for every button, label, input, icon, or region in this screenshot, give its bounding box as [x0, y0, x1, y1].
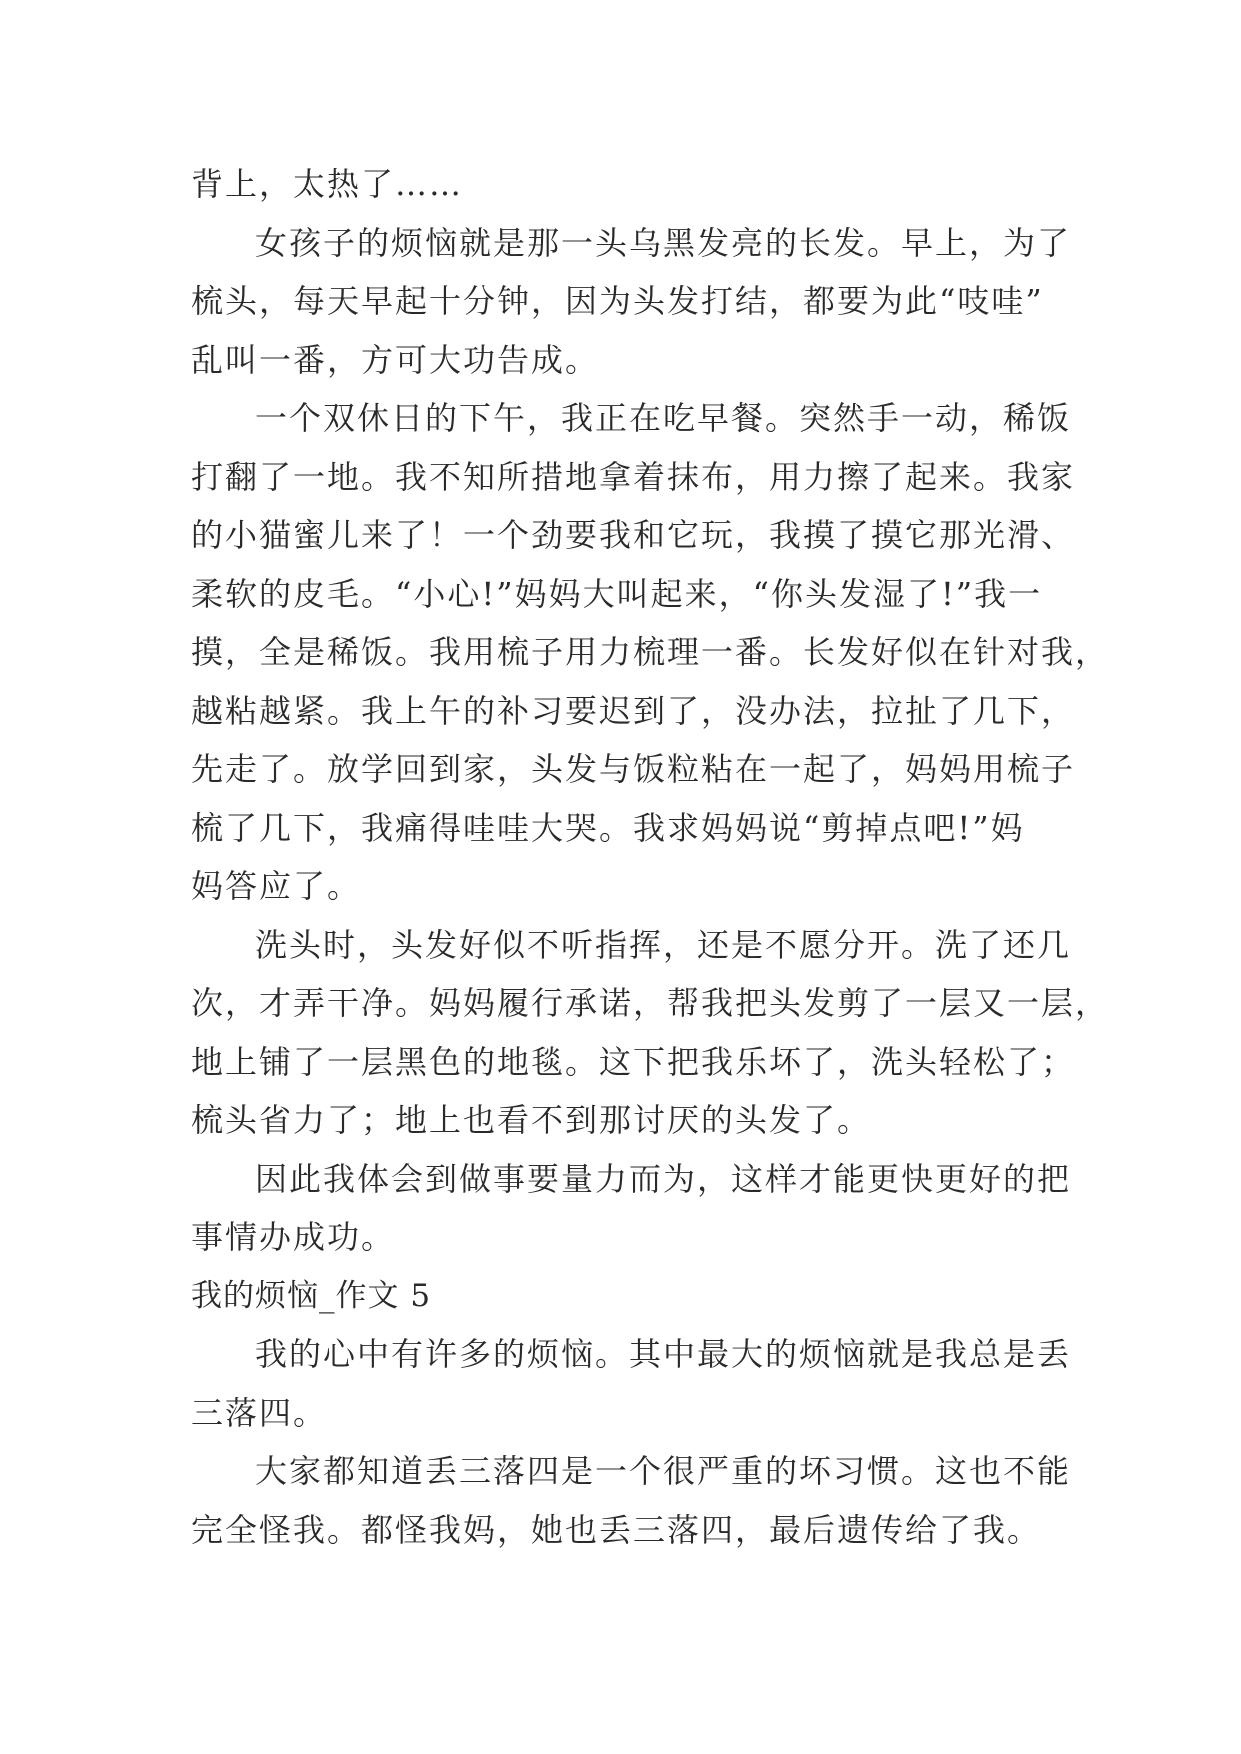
text-line: 次，才弄干净。妈妈履行承诺，帮我把头发剪了一层又一层， — [191, 984, 1110, 1022]
text-line: 地上铺了一层黑色的地毯。这下把我乐坏了，洗头轻松了； — [191, 1042, 1076, 1081]
text-line: 梳了几下，我痛得哇哇大哭。我求妈妈说“剪掉点吧!”妈 — [191, 808, 1025, 847]
text-line: 乱叫一番，方可大功告成。 — [191, 340, 600, 379]
paragraph-start-line: 洗头时，头发好似不听指挥，还是不愿分开。洗了还几 — [255, 925, 1072, 964]
text-line: 打翻了一地。我不知所措地拿着抹布，用力擦了起来。我家 — [191, 457, 1076, 496]
text-line: 事情办成功。 — [191, 1218, 396, 1256]
text-line: 完全怪我。都怪我妈，她也丢三落四，最后遗传给了我。 — [191, 1510, 1042, 1549]
text-line: 柔软的皮毛。“小心!”妈妈大叫起来，“你头发湿了!”我一 — [191, 574, 1043, 613]
paragraph-start-line: 因此我体会到做事要量力而为，这样才能更快更好的把 — [255, 1159, 1072, 1198]
text-line: 背上，太热了…… — [191, 165, 464, 203]
paragraph-start-line: 我的心中有许多的烦恼。其中最大的烦恼就是我总是丢 — [255, 1335, 1072, 1373]
text-line: 越粘越紧。我上午的补习要迟到了，没办法，拉扯了几下， — [191, 691, 1076, 730]
section-title: 我的烦恼_作文 5 — [191, 1277, 432, 1314]
text-line: 的小猫蜜儿来了！一个劲要我和它玩，我摸了摸它那光滑、 — [191, 516, 1076, 554]
text-line: 三落四。 — [191, 1393, 328, 1432]
text-line: 梳头，每天早起十分钟，因为头发打结，都要为此“吱哇” — [191, 282, 1044, 320]
text-line: 梳头省力了；地上也看不到那讨厌的头发了。 — [191, 1101, 872, 1139]
text-line: 先走了。放学回到家，头发与饭粒粘在一起了，妈妈用梳子 — [191, 750, 1076, 788]
text-line: 妈答应了。 — [191, 867, 362, 905]
paragraph-start-line: 一个双休日的下午，我正在吃早餐。突然手一动，稀饭 — [255, 399, 1072, 437]
document-body — [191, 155, 1110, 1559]
text-line: 摸，全是稀饭。我用梳子用力梳理一番。长发好似在针对我， — [191, 633, 1110, 671]
paragraph-start-line: 大家都知道丢三落四是一个很严重的坏习惯。这也不能 — [255, 1452, 1072, 1490]
paragraph-start-line: 女孩子的烦恼就是那一头乌黑发亮的长发。早上，为了 — [255, 223, 1072, 262]
